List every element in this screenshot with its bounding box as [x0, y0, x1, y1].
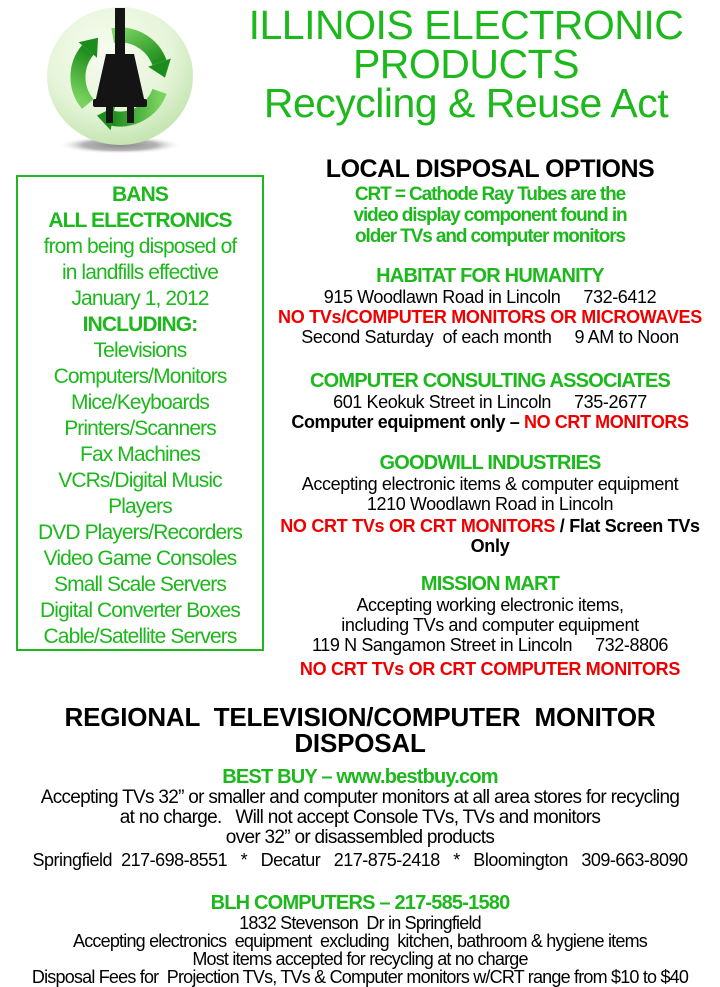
page-title — [212, 2, 720, 126]
local-disposal-section — [272, 156, 708, 679]
org-warning-black: / Flat Screen TVs Only — [470, 516, 705, 556]
org-description-1: Accepting electronics equipment excluding kitchen, bathroom & hygiene items — [73, 931, 647, 951]
bans-item: Mice/Keyboards — [71, 391, 209, 414]
bans-title-1: BANS — [112, 183, 168, 206]
bans-item: VCRs/Digital Music — [58, 469, 222, 492]
org-address: 1210 Woodlawn Road in Lincoln — [366, 494, 614, 514]
recycle-plug-logo — [30, 4, 210, 156]
org-blh-computers — [0, 892, 720, 986]
org-description-2: at no charge. Will not accept Console TVs, TVs and monitors — [119, 807, 601, 828]
bans-item: Fax Machines — [80, 443, 200, 466]
crt-note-line-1: CRT = Cathode Ray Tubes are the — [354, 184, 626, 205]
crt-note-line-3: older TVs and computer monitors — [355, 226, 625, 247]
bans-item: Cable/Satellite Servers — [43, 625, 237, 648]
org-name: BLH COMPUTERS – 217-585-1580 — [210, 892, 510, 914]
bans-subtitle-2: in landfills effective — [61, 261, 219, 284]
bans-subtitle-1: from being disposed of — [43, 235, 237, 258]
org-name: MISSION MART — [420, 573, 560, 595]
org-address: 915 Woodlawn Road in Lincoln 732-6412 — [323, 287, 657, 307]
org-warning-red: NO CRT TVs OR CRT MONITORS — [280, 516, 556, 536]
crt-note-line-2: video display component found in — [353, 205, 627, 226]
title-line-3: Recycling & Reuse Act — [263, 80, 669, 126]
bans-effective-date: January 1, 2012 — [71, 287, 209, 310]
org-warning — [272, 516, 708, 556]
org-warning: NO TVs/COMPUTER MONITORS OR MICROWAVES — [278, 307, 702, 327]
bans-item: Computers/Monitors — [53, 365, 227, 388]
regional-disposal-section — [0, 704, 720, 986]
org-name: COMPUTER CONSULTING ASSOCIATES — [309, 370, 671, 392]
bans-item: Players — [108, 495, 172, 518]
org-schedule: Second Saturday of each month 9 AM to Noon — [301, 327, 679, 347]
bans-item: DVD Players/Recorders — [38, 521, 242, 544]
bans-item: Televisions — [93, 339, 187, 362]
org-warning: NO CRT TVs OR CRT COMPUTER MONITORS — [299, 659, 681, 679]
org-address: 601 Keokuk Street in Lincoln 735-2677 — [333, 392, 647, 412]
org-description-2: including TVs and computer equipment — [341, 615, 639, 635]
org-description: Accepting electronic items & computer equipment — [301, 474, 679, 494]
bans-item: Digital Converter Boxes — [40, 599, 240, 622]
bans-item: Printers/Scanners — [64, 417, 216, 440]
org-name: BEST BUY – www.bestbuy.com — [222, 766, 498, 788]
crt-definition-note — [272, 184, 708, 247]
org-address: 119 N Sangamon Street in Lincoln 732-8806 — [312, 635, 668, 655]
org-description-1: Accepting TVs 32” or smaller and computer monitors at all area stores for recycling — [40, 787, 680, 808]
org-description-2: Most items accepted for recycling at no charge — [192, 949, 528, 969]
org-name: HABITAT FOR HUMANITY — [376, 265, 604, 287]
org-address: 1832 Stevenson Dr in Springfield — [239, 913, 481, 933]
title-line-1: ILLINOIS ELECTRONIC — [248, 2, 684, 48]
org-name: GOODWILL INDUSTRIES — [379, 452, 601, 474]
title-line-2: PRODUCTS — [352, 41, 580, 87]
org-note — [272, 412, 708, 432]
bans-including-label: INCLUDING: — [82, 313, 198, 336]
bans-title-2: ALL ELECTRONICS — [48, 209, 232, 232]
bans-item: Video Game Consoles — [43, 547, 237, 570]
org-mission-mart — [272, 573, 708, 679]
org-note-red: NO CRT MONITORS — [523, 412, 689, 432]
org-note-black: Computer equipment only – — [291, 412, 524, 432]
bans-box — [16, 175, 264, 651]
bans-item: Small Scale Servers — [54, 573, 226, 596]
org-computer-consulting-associates — [272, 370, 708, 432]
org-goodwill-industries — [272, 452, 708, 556]
regional-heading: REGIONAL TELEVISION/COMPUTER MONITOR DISPOSAL — [64, 702, 670, 758]
local-disposal-heading: LOCAL DISPOSAL OPTIONS — [325, 155, 655, 183]
org-fees: Disposal Fees for Projection TVs, TVs & Computer monitors w/CRT range from $10 to $40 — [31, 967, 689, 987]
recycle-plug-logo-graphic — [30, 4, 210, 156]
org-description-3: over 32” or disassembled products — [225, 827, 495, 848]
org-habitat-for-humanity — [272, 265, 708, 347]
org-best-buy — [0, 766, 720, 870]
org-description-1: Accepting working electronic items, — [356, 595, 624, 615]
org-phone-numbers: Springfield 217-698-8551 * Decatur 217-875-2418 * Bloomington 309-663-8090 — [32, 850, 688, 870]
